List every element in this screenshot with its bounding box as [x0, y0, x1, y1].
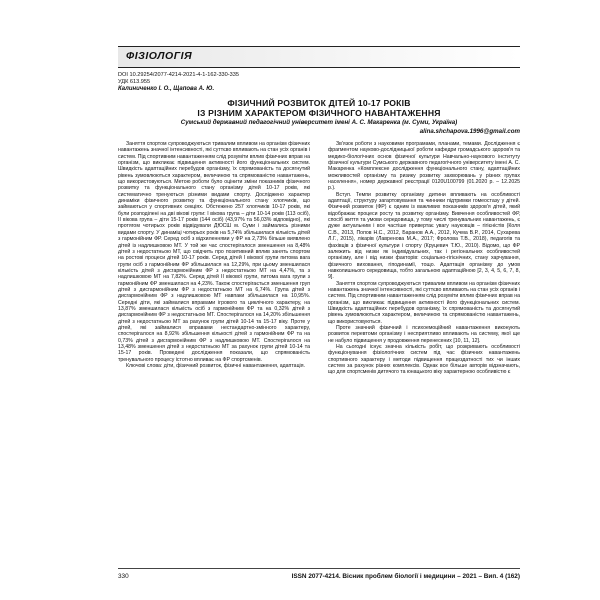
- body-paragraph: На сьогодні існує значна кількість робіт, що розкривають особливості функціонування фізіологічних систем під час фізичних навантажень спортивного характеру і методи підвищення працездатності тих чи інших систем за рахунок різних комплексів. Однак все більше авторів відзначають, що для спортсменів дитячого та юнацького віку характерною особливістю є: [328, 344, 520, 376]
- section-header-band: [118, 46, 520, 68]
- page-number: 330: [118, 573, 129, 580]
- author-email: alina.shchapova.1996@gmail.com: [419, 128, 520, 135]
- article-affiliation: Сумський державний педагогічний університет імені А. С. Макаренка (м. Суми, Україна): [180, 119, 458, 126]
- body-paragraph: Заняття спортом супроводжуються тривалим впливом на організм фізичних навантажень значної інтенсивності, які суттєво впливають на стан усіх органів і систем. Під спортивним навантаженням слід розуміти вплив фізичних вправ на організм, що викликає підвищення активності його функціональних систем. Швидкість адаптаційних перебудов організму, їх спрямованість та досягнутий рівень зумовлюються характером, величиною та спрямованістю навантажень, що використовуються.: [328, 280, 520, 325]
- journal-citation: ISSN 2077-4214. Вісник проблем біології і медицини – 2021 – Вип. 4 (162): [291, 573, 520, 580]
- udk-line: УДК 613.955: [118, 79, 151, 85]
- right-column: [328, 141, 520, 561]
- section-title: ФІЗІОЛОГІЯ: [126, 50, 193, 62]
- keywords-line: Ключові слова: діти, фізичний розвиток, фізичні навантаження, адаптація.: [126, 363, 305, 370]
- body-paragraph: Проте значний фізичний і психоемоційний навантаження виконують розвиток перевтоми організму і несприятливо впливають на систему, якої ще не набуло підвищення у продовження перенесених [10, 11, 12].: [328, 324, 520, 344]
- article-title-line-2: ІЗ РІЗНИМ ХАРАКТЕРОМ ФІЗИЧНОГО НАВАНТАЖЕННЯ: [197, 108, 441, 118]
- article-authors: Калиниченко І. О., Щапова А. Ю.: [118, 86, 215, 92]
- article-title-line-1: ФІЗИЧНИЙ РОЗВИТОК ДІТЕЙ 10-17 РОКІВ: [227, 98, 411, 108]
- doi-line: DOI 10.29254/2077-4214-2021-4-1-162-330-335: [118, 72, 239, 78]
- abstract-paragraph: Заняття спортом супроводжуються тривалим впливом на організм фізичних навантажень значної інтенсивності, які суттєво впливають на стан усіх органів і систем. Під спортивним навантаженням слід розуміти вплив фізичних вправ на організм, що викликає підвищення активності його функціональних систем. Швидкість адаптаційних перебудов організму, їх спрямованість та досягнутий рівень зумовлюються характером, величиною та спрямованістю навантажень, що використовуються. Метою роботи було оцінити зміни показників фізичного розвитку та функціонального стану організму дітей 10-17 років, які систематично тренуються різними видами спорту. Досліджено характер динаміки фізичного розвитку та функціонального стану хлопчиків, що займаються у спортивних секціях. Обстежено 257 хлопчиків 10-17 років, які були розподілені на дві вікові групи: І вікова група – діти 10-14 років (113 осіб), ІІ вікова група – діти 15-17 років (144 осіб) (43,97% та 56,03% відповідно), які протягом чотирьох років відвідували ДЮСШ м. Суми і займались різними видами спорту. У динаміці чотирьох років на 5,74% збільшилася кількість дітей з гармонійним ФР. Серед осіб з відхиленнями у ФР на 2,73% більше виявлено дітей із надлишковою МТ. У той же час спостерігалося зменшення на 8,48% дітей з недостатньою МТ, що свідчить про позитивний вплив занять спортом на ростові процеси дітей 10-17 років. Серед дітей І вікової групи питома вага групи осіб з гармонійним ФР збільшилася на 12,29%, при цьому зменшилася кількість дітей з дисгармонійним ФР з недостатньою МТ на 4,47%, та з надлишковою МТ на 7,82%. Серед дітей ІІ вікової групи, питома вага групи з гармонійним ФР зменшилася на 4,23%. Також спостерігається зменшення груп дітей з дисгармонійним ФР з недостатньою МТ на 6,74%. Група дітей з дисгармонійним ФР з надлишковою МТ навпаки збільшилася на 10,95%. Середні діти, які займалися вправами ігрового та циклічного характеру, на 13,87% зменшилася кількість осіб з гармонійним ФР та на 0,32% дітей з дисгармонійним ФР з недостатньою МТ. Спостерігалося на 14,20% збільшення дітей з недостатньою МТ за рахунок групи дітей 10-14 та 15-17 віку. Проте у дітей, які займалися вправами нестандартно-змінного характеру, спостерігалося на 8,92% збільшення кількості дітей з гармонійним ФР та на 0,73% дітей з дисгармонійним ФР з надлишковою МТ. Спостерігалося на 13,48% зменшення дітей з недостатньою МТ за рахунок групи дітей 10-14 та 15-17 років. Проведені дослідження показали, що спрямованість тренувального процесу істотно впливає на ФР спортсменів.: [118, 141, 310, 363]
- footer-divider: [118, 568, 520, 569]
- article-title: [118, 98, 520, 118]
- body-paragraph: Вступ. Темпи розвитку організму дитини впливають на особливості адаптації, структуру загартовування та чинники підтримки гомеостазу у дітей. Фізичний розвиток (ФР) є одним із важливих показників здоров'я дітей, який відображає процеси росту та розвитку організму. Вивчення особливостей ФР, спосіб життя та умови середовища, у тому числі тренувальних навантажень, є дуже актуальним і все частіше привертає увагу науковців – гігієністів (Коля С.В., 2013, Попов Н.С., 2012, Баранов А.А., 2012, Кучма В.Р., 2014, Сухарева Л.Г., 2015), лікарів (Лавренова М.А., 2017; Фролова Т.В., 2018), педагогів та фахівців з фізичної культури і спорту (Круцевич Т.Ю., 2010). Відомо, що ФР залежить від низки як індивідуальних, так і регіональних особливостей організму, але і від низки факторів: соціально-гігієнічних, стану харчування, фізичного виховання, гіподинамії, тощо. Адаптація організму до умов навколишнього середовища, тобто загальною адаптаційною [2, 3, 4, 5, 6, 7, 8, 9].: [328, 191, 520, 281]
- left-column: [118, 141, 310, 561]
- body-paragraph: Зв'язок роботи з науковими програмами, планами, темами. Дослідження є фрагментом науково-дослідницької роботи кафедри громадського здоров'я та медико-біологічних основ фізичної культури Навчально-наукового інституту фізичної культури Сумського державного педагогічного університету імені А. С. Макаренка «Комплексне дослідження функціонального стану, адаптаційних можливостей організму та ризику розвитку захворювань у різних групах населення», номер державної реєстрації 0120U100799 (01.2020 р. – 12.2025 р.).: [328, 141, 520, 192]
